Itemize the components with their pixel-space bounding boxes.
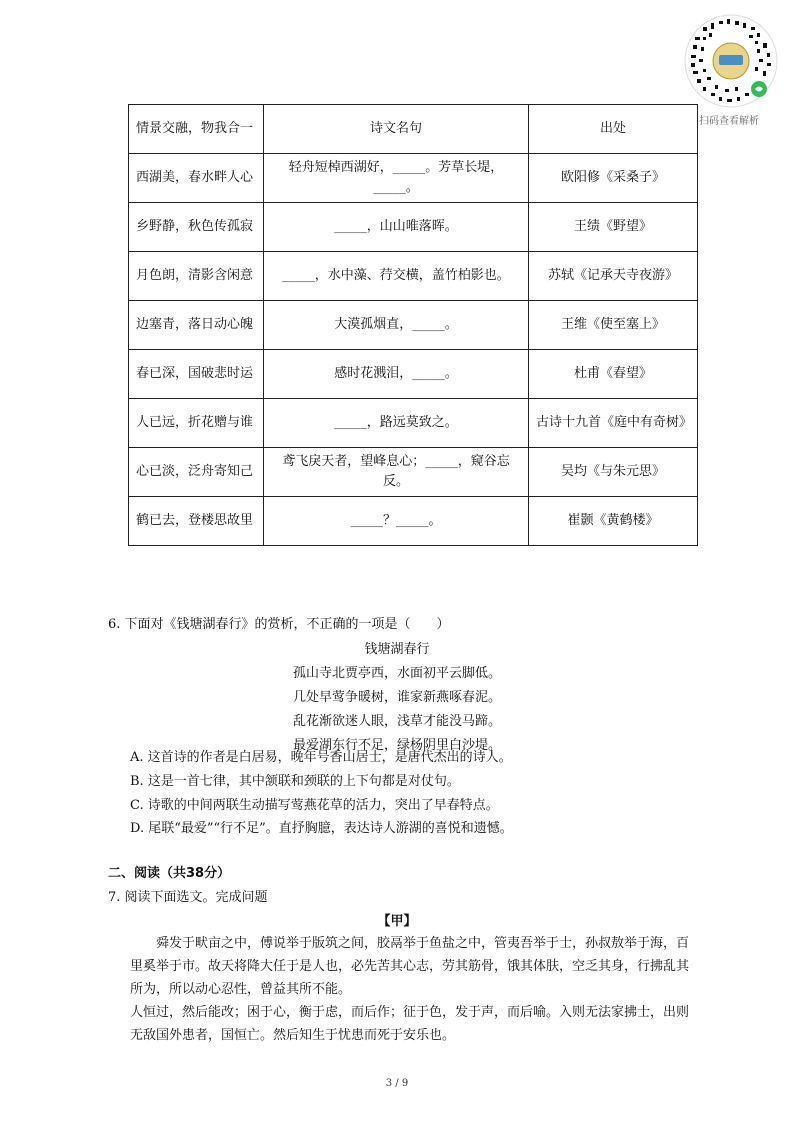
table-row — [129, 203, 698, 252]
poem-line: 最爱湖东行不足，绿杨阴里白沙堤。 — [292, 738, 501, 753]
table-cell-theme: 边塞青，落日动心魄 — [129, 301, 264, 350]
passage-paragraph: 人恒过，然后能改；困于心，衡于虑，而后作；征于色，发于声，而后喻。入则无法家拂士，出则无敌国外患者，国恒亡。然后知生于忧患而死于安乐也。 — [130, 1005, 690, 1043]
table-cell-theme: 春已深，国破悲时运 — [129, 350, 264, 399]
table-cell-theme: 鹤已去，登楼思故里 — [129, 497, 264, 546]
poem-line: 孤山寺北贾亭西，水面初平云脚低。 — [292, 666, 501, 681]
table-cell-theme: 人已远，折花赠与谁 — [129, 399, 264, 448]
table-cell-theme: 西湖美，春水畔人心 — [129, 154, 264, 203]
table-cell-line: _____，路远莫致之。 — [264, 399, 529, 448]
table-header-theme: 情景交融，物我合一 — [129, 105, 264, 154]
table-cell-line: 鸢飞戾天者，望峰息心；_____，窥谷忘反。 — [264, 448, 529, 497]
table-row — [129, 497, 698, 546]
table-header-line: 诗文名句 — [264, 105, 529, 154]
poem-line: 几处早莺争暖树，谁家新燕啄春泥。 — [292, 690, 501, 705]
table-row — [129, 399, 698, 448]
table-cell-theme: 月色朗，清影含闲意 — [129, 252, 264, 301]
poem-line: 乱花渐欲迷人眼，浅草才能没马蹄。 — [292, 714, 501, 729]
table-cell-line: 感时花溅泪，_____。 — [264, 350, 529, 399]
table-row — [129, 350, 698, 399]
table-cell-source: 古诗十九首《庭中有奇树》 — [529, 399, 698, 448]
option-d: D. 尾联“最爱”“行不足”。直抒胸臆，表达诗人游湖的喜悦和遗憾。 — [130, 821, 513, 836]
table-cell-line: _____，水中藻、荇交横，盖竹柏影也。 — [264, 252, 529, 301]
table-cell-source: 杜甫《春望》 — [529, 350, 698, 399]
poem-title: 钱塘湖春行 — [364, 642, 430, 657]
table-cell-line: _____，山山唯落晖。 — [264, 203, 529, 252]
section-title: 二、阅读（共38分） — [108, 866, 231, 881]
table-header-source: 出处 — [529, 105, 698, 154]
table-cell-source: 崔颢《黄鹤楼》 — [529, 497, 698, 546]
option-c: C. 诗歌的中间两联生动描写莺燕花草的活力，突出了早春特点。 — [130, 798, 499, 813]
table-header-row — [129, 105, 698, 154]
table-row — [129, 301, 698, 350]
table-cell-source: 吴均《与朱元思》 — [529, 448, 698, 497]
table-row — [129, 448, 698, 497]
table-cell-theme: 乡野静，秋色传孤寂 — [129, 203, 264, 252]
question-6-stem: 6. 下面对《钱塘湖春行》的赏析，不正确的一项是（ ） — [108, 617, 450, 632]
poem-table — [128, 104, 698, 546]
table-cell-line: 轻舟短棹西湖好，_____。芳草长堤，_____。 — [264, 154, 529, 203]
table-cell-source: 王维《使至塞上》 — [529, 301, 698, 350]
table-cell-line: _____？_____。 — [264, 497, 529, 546]
option-a: A. 这首诗的作者是白居易，晚年号香山居士，是唐代杰出的诗人。 — [130, 750, 512, 765]
table-cell-line: 大漠孤烟直，_____。 — [264, 301, 529, 350]
table-cell-source: 苏轼《记承天寺夜游》 — [529, 252, 698, 301]
question-7-stem: 7. 阅读下面选文。完成问题 — [108, 890, 268, 905]
passage-paragraph: 舜发于畎亩之中，傅说举于版筑之间，胶鬲举于鱼盐之中，管夷吾举于士，孙叔敖举于海，百里奚举于市。故天将降大任于是人也，必先苦其心志，劳其筋骨，饿其体肤，空乏其身，行拂乱其所为，所以动心忍性，曾益其所不能。 — [130, 936, 690, 997]
option-b: B. 这是一首七律，其中颔联和颈联的上下句都是对仗句。 — [130, 774, 460, 789]
qr-code[interactable] — [683, 13, 779, 109]
page-number: 3 / 9 — [385, 1078, 409, 1089]
table-row — [129, 252, 698, 301]
table-cell-theme: 心已淡，泛舟寄知己 — [129, 448, 264, 497]
table-cell-source: 王绩《野望》 — [529, 203, 698, 252]
passage-label: 【甲】 — [377, 914, 417, 929]
table-cell-source: 欧阳修《采桑子》 — [529, 154, 698, 203]
table-row — [129, 154, 698, 203]
qr-caption: 扫码查看解析 — [699, 116, 759, 127]
